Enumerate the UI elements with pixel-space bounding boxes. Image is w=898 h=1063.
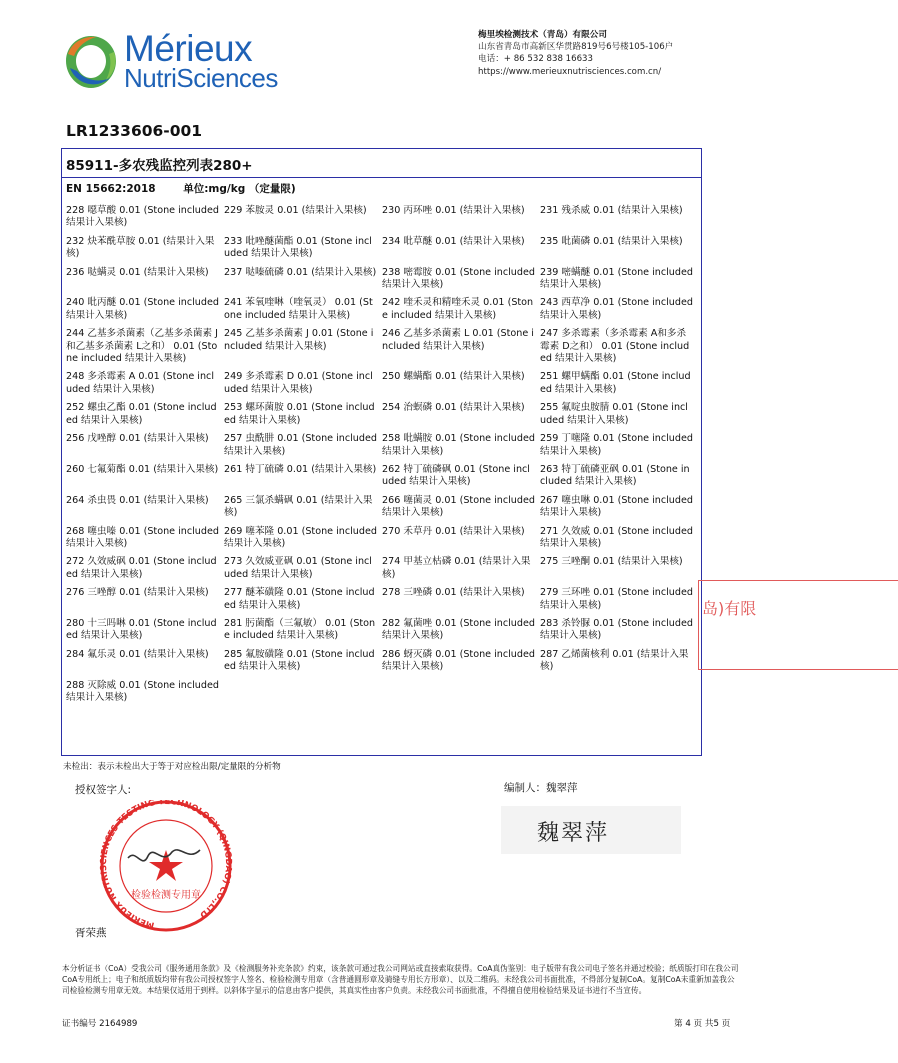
svg-text:MERIEUX NUTRISCIENCES TESTING: MERIEUX NUTRISCIENCES TESTING TECHNOLOGY (QINGDAO) CO.,LTD [98,800,234,930]
analyte-cell: 274 甲基立枯磷 0.01 (结果计入果核) [382,556,531,580]
table-row [66,649,698,674]
analyte-cell: 264 杀虫畏 0.01 (结果计入果核) [66,494,209,506]
divider [62,177,701,178]
table-row [66,587,698,612]
analyte-cell: 284 氟乐灵 0.01 (结果计入果核) [66,648,209,660]
analyte-cell: 256 戊唑醇 0.01 (结果计入果核) [66,433,209,445]
report-number: LR1233606-001 [66,122,203,140]
analyte-cell: 248 多杀霉素 A 0.01 (Stone included 结果计入果核) [66,371,214,395]
analyte-cell: 236 哒螨灵 0.01 (结果计入果核) [66,266,209,278]
analyte-cell: 286 蚜灭磷 0.01 (Stone included 结果计入果核) [382,648,535,673]
analyte-cell: 240 吡丙醚 0.01 (Stone included 结果计入果核) [66,297,219,321]
table-row [66,205,698,230]
analyte-cell: 278 三唑磷 0.01 (结果计入果核) [382,587,525,599]
analyte-cell [382,680,540,705]
analyte-cell: 247 多杀霉素（多杀霉素 A和多杀霉素 D之和） 0.01 (Stone included 结果计入果核) [540,328,690,365]
table-row [66,402,698,427]
analyte-cell: 237 哒嗪硫磷 0.01 (结果计入果核) [224,266,377,278]
table-row [66,526,698,551]
analyte-cell: 283 杀铃脲 0.01 (Stone included 结果计入果核) [540,617,693,642]
analyte-cell: 229 苯胺灵 0.01 (结果计入果核) [224,205,367,216]
company-info [478,29,673,78]
analyte-cell: 262 特丁硫磷砜 0.01 (Stone included 结果计入果核) [382,463,530,488]
analyte-cell: 242 喹禾灵和精喹禾灵 0.01 (Stone included 结果计入果核) [382,297,534,321]
editor-signature [501,806,681,854]
partial-seal-stamp [698,580,757,670]
analyte-cell: 268 噻虫嗪 0.01 (Stone included 结果计入果核) [66,525,219,549]
merieux-logo-icon [62,32,120,94]
analyte-cell: 249 多杀霉素 D 0.01 (Stone included 结果计入果核) [224,371,373,395]
analyte-cell: 241 苯氧喹啉（喹氧灵） 0.01 (Stone included 结果计入果核) [224,297,373,321]
results-box [61,148,702,756]
table-row [66,433,698,458]
brand-logo [62,28,278,98]
analyte-cell [540,680,698,705]
company-website: https://www.merieuxnutrisciences.com.cn/ [478,66,662,77]
analyte-cell [224,680,382,705]
analyte-cell: 272 久效威砜 0.01 (Stone included 结果计入果核) [66,556,217,580]
company-address: 山东省青岛市高新区华贯路819号6号楼105-106户 [478,42,674,53]
analyte-cell: 243 西草净 0.01 (Stone included 结果计入果核) [540,297,693,321]
analyte-cell: 231 残杀威 0.01 (结果计入果核) [540,205,683,216]
analyte-cell: 230 丙环唑 0.01 (结果计入果核) [382,205,525,216]
seal-fragment-text: 岛)有限 [702,599,757,618]
stamp-icon [76,800,256,938]
analyte-cell: 232 炔苯酰草胺 0.01 (结果计入果核) [66,235,215,260]
analyte-cell: 267 噻虫啉 0.01 (Stone included 结果计入果核) [540,494,693,519]
certificate-number: 证书编号 2164989 [62,1019,138,1029]
analyte-cell: 246 乙基多杀菌素 L 0.01 (Stone included 结果计入果核) [382,328,534,352]
footnote: 未检出：表示未检出大于等于对应检出限/定量限的分析物 [63,762,281,772]
legal-terms: 本分析证书（CoA）受我公司《服务通用条款》及《检测服务补充条款》约束，该条款可通过我公司网站或直接索取获得。CoA真伪鉴别：电子版带有我公司电子签名并通过校验；纸质版打印在我公司CoA专用纸上；电子和纸质版均带有我公司授权签字人签名、检验检测专用章（含普通圆形章及骑缝专用长方形章）、以及二维码。未经我公司书面批准，不得部分复制CoA。复制CoA未重新加盖我公司检验检测专用章无效。本结果仅适用于到样。以斜体字显示的信息由客户提供，其真实性由客户负责。未经我公司书面批准，不得擅自使用检验结果及证书进行不当宣传。 [62,964,739,995]
analyte-cell: 234 吡草醚 0.01 (结果计入果核) [382,235,525,247]
table-row [66,236,698,261]
analyte-cell: 265 三氯杀螨砜 0.01 (结果计入果核) [224,494,373,519]
analyte-cell: 244 乙基多杀菌素（乙基多杀菌素 J和乙基多杀菌素 L之和） 0.01 (Stone included 结果计入果核) [66,328,218,365]
analyte-cell: 276 三唑醇 0.01 (结果计入果核) [66,587,209,599]
analyte-cell: 252 螺虫乙酯 0.01 (Stone included 结果计入果核) [66,402,217,426]
analyte-cell: 263 特丁硫磷亚砜 0.01 (Stone included 结果计入果核) [540,463,690,488]
list-title: 85911-多农残监控列表280+ [66,158,253,174]
table-row [66,618,698,643]
brand-name-line1: Mérieux [124,28,253,69]
analyte-cell: 255 氟啶虫胺腈 0.01 (Stone included 结果计入果核) [540,402,688,426]
analyte-cell: 275 三唑酮 0.01 (结果计入果核) [540,556,683,568]
table-row [66,267,698,292]
table-row [66,495,698,520]
analyte-cell: 261 特丁硫磷 0.01 (结果计入果核) [224,463,377,475]
analyte-cell: 259 丁噻隆 0.01 (Stone included 结果计入果核) [540,433,693,457]
analyte-cell: 238 嘧霉胺 0.01 (Stone included 结果计入果核) [382,266,535,291]
signer-name: 胥荣燕 [75,927,107,939]
analyte-cell: 287 乙烯菌核利 0.01 (结果计入果核) [540,648,689,673]
analyte-cell: 250 螺螨酯 0.01 (结果计入果核) [382,371,525,383]
page-number: 第 4 页 共5 页 [674,1019,731,1029]
analyte-cell: 245 乙基多杀菌素 J 0.01 (Stone included 结果计入果核) [224,328,374,352]
company-phone: 电话：+ 86 532 838 16633 [478,54,593,65]
editor-signature-text: 魏翠萍 [537,821,610,846]
standard-row [66,181,296,196]
analyte-cell: 279 三环唑 0.01 (Stone included 结果计入果核) [540,587,693,611]
analyte-cell: 288 灭除威 0.01 (Stone included 结果计入果核) [66,679,219,703]
analyte-cell: 233 吡唑醚菌酯 0.01 (Stone included 结果计入果核) [224,235,372,260]
analyte-cell: 269 噻苯隆 0.01 (Stone included 结果计入果核) [224,525,377,549]
table-row [66,328,698,365]
analyte-cell: 251 螺甲螨酯 0.01 (Stone included 结果计入果核) [540,371,691,395]
brand-name-line2: NutriSciences [124,63,278,93]
analyte-cell: 258 吡螨胺 0.01 (Stone included 结果计入果核) [382,433,535,457]
analyte-cell: 253 螺环菌胺 0.01 (Stone included 结果计入果核) [224,402,375,426]
analyte-cell: 257 虫酰肼 0.01 (Stone included 结果计入果核) [224,433,377,457]
unit-label: 单位:mg/kg （定量限) [183,183,296,195]
analyte-cell: 285 氟胺磺隆 0.01 (Stone included 结果计入果核) [224,648,375,673]
analyte-cell: 277 醚苯磺隆 0.01 (Stone included 结果计入果核) [224,587,375,611]
authorized-signer-label: 授权签字人: [75,784,132,796]
table-row [66,464,698,489]
analyte-cell: 260 七氟菊酯 0.01 (结果计入果核) [66,463,219,475]
official-stamp [76,800,256,938]
method-standard: EN 15662:2018 [66,183,156,195]
svg-text:检验检测专用章: 检验检测专用章 [131,890,201,901]
analyte-grid [66,205,698,710]
table-row [66,556,698,581]
analyte-cell: 273 久效威亚砜 0.01 (Stone included 结果计入果核) [224,556,372,580]
analyte-cell: 282 氟菌唑 0.01 (Stone included 结果计入果核) [382,617,535,642]
analyte-cell: 254 治螟磷 0.01 (结果计入果核) [382,402,525,414]
analyte-cell: 228 噁草酸 0.01 (Stone included 结果计入果核) [66,205,219,229]
analyte-cell: 239 嘧螨醚 0.01 (Stone included 结果计入果核) [540,266,693,291]
analyte-cell: 235 吡菌磷 0.01 (结果计入果核) [540,235,683,247]
table-row [66,297,698,322]
editor-label: 编制人：魏翠萍 [504,782,578,794]
table-row [66,371,698,396]
analyte-cell: 281 肟菌酯（三氟敏） 0.01 (Stone included 结果计入果核) [224,617,376,642]
analyte-cell: 266 噻菌灵 0.01 (Stone included 结果计入果核) [382,494,535,519]
analyte-cell: 280 十三吗啉 0.01 (Stone included 结果计入果核) [66,617,217,642]
analyte-cell: 270 禾草丹 0.01 (结果计入果核) [382,525,525,537]
analyte-cell: 271 久效威 0.01 (Stone included 结果计入果核) [540,525,693,549]
company-name: 梅里埃检测技术（青岛）有限公司 [478,30,607,40]
table-row [66,680,698,705]
